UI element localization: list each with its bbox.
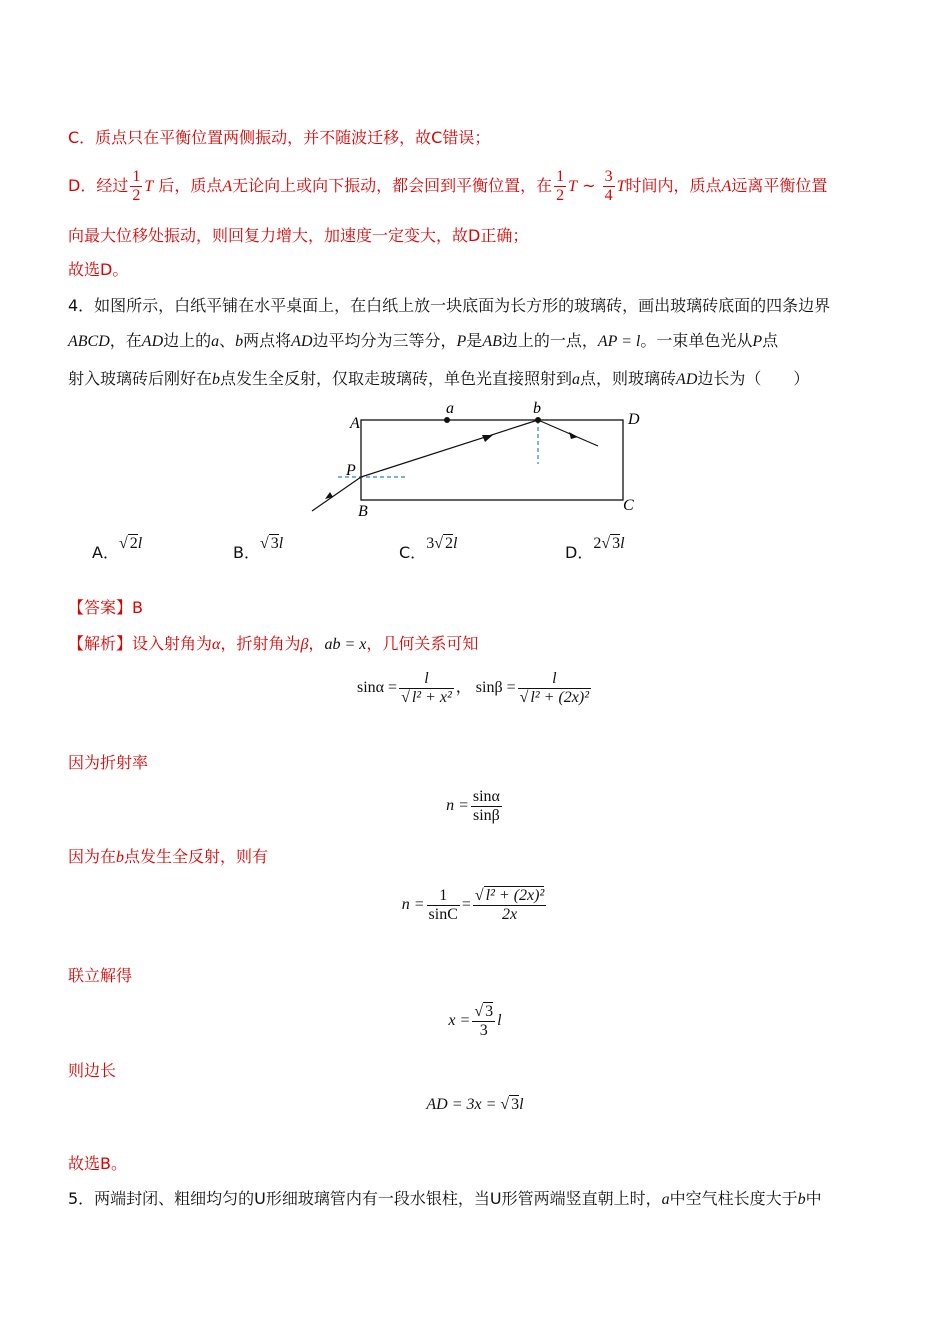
text: 射入玻璃砖后刚好在 <box>68 369 213 388</box>
fraction-half <box>130 168 142 205</box>
alpha-symbol: α <box>212 636 221 653</box>
point-a: a <box>572 371 581 388</box>
option-value: 2√ 3l <box>593 535 625 552</box>
option-d[interactable] <box>565 535 625 563</box>
side-ad: AD <box>141 333 164 350</box>
point-b: b <box>235 333 244 350</box>
label-d-corner: D <box>628 411 640 428</box>
q5-line1: 5．两端封闭、粗细均匀的U形细玻璃管内有一段水银柱，当U形管两端竖直朝上时，a中空气柱长度大于b中 <box>68 1189 822 1208</box>
text: ，在 <box>109 331 142 350</box>
denominator: 2 <box>556 187 565 204</box>
point-symbol: A <box>222 178 233 195</box>
answer-tag: 【答案】B <box>68 598 143 617</box>
point-a-dot <box>444 417 450 423</box>
text: 边上的一点， <box>501 331 598 350</box>
refraction-text: 因为折射率 <box>68 753 149 772</box>
period-symbol: T <box>568 178 578 195</box>
q4-line2 <box>68 330 778 353</box>
ab-equation: ab = x <box>324 636 367 653</box>
glass-brick-figure <box>300 398 650 523</box>
point-b: b <box>212 371 221 388</box>
denominator: 2 <box>132 187 141 204</box>
option-c-explanation: C．质点只在平衡位置两侧振动，并不随波迁移，故C错误； <box>68 128 491 147</box>
period-symbol: T <box>616 178 626 195</box>
option-label: B． <box>233 543 260 562</box>
option-b[interactable] <box>233 535 284 563</box>
text: 点 <box>762 331 779 350</box>
period-symbol: T <box>144 178 154 195</box>
text: 时间内，质点 <box>625 176 722 195</box>
arrow-head <box>569 432 578 439</box>
equation-ad: AD = 3x = √ 3l <box>426 1096 524 1113</box>
option-d-explanation-line2: 向最大位移处振动，则回复力增大，加速度一定变大，故D正确； <box>68 226 529 245</box>
label-point-p: P <box>346 462 356 479</box>
analysis-tag: 【解析】 <box>68 634 133 653</box>
point-p: P <box>456 333 467 350</box>
label-point-a: a <box>446 400 454 417</box>
text: 。一束单色光从 <box>640 331 753 350</box>
q4-line3 <box>68 368 809 391</box>
rect-name: ABCD <box>68 333 110 350</box>
option-c[interactable] <box>399 535 458 563</box>
analysis-intro <box>68 633 478 656</box>
text: ，几何关系可知 <box>366 634 479 653</box>
text: 远离平衡位置 <box>731 176 828 195</box>
text: D．经过 <box>68 176 129 195</box>
numerator: 1 <box>132 168 141 185</box>
beta-symbol: β <box>300 636 309 653</box>
label-b-corner: B <box>358 503 368 520</box>
point-symbol: A <box>721 178 732 195</box>
side-ad: AD <box>291 333 313 350</box>
side-ab: AB <box>482 333 502 350</box>
reflected-ray <box>538 420 598 446</box>
answer-select: 故选B。 <box>68 1154 127 1173</box>
label-a-corner: A <box>350 415 360 432</box>
text: 边平均分为三等分， <box>312 331 457 350</box>
denominator: 4 <box>604 187 613 204</box>
option-a[interactable] <box>92 535 143 563</box>
incident-ray <box>312 477 361 511</box>
text: 边上的 <box>163 331 212 350</box>
option-value: √ 2l <box>118 535 143 552</box>
text: 无论向上或向下振动，都会回到平衡位置，在 <box>232 176 553 195</box>
equation-n-critical: n = $\frac{1}{\sin C}$ = $\frac{\text{√ l² + (2x)²}}{2x}$ <box>401 886 545 923</box>
tilde: ~ <box>582 176 596 195</box>
text: 、 <box>219 331 236 350</box>
q4-line1: 4．如图所示，白纸平铺在水平桌面上，在白纸上放一块底面为长方形的玻璃砖，画出玻璃砖底面的四条边界 <box>68 296 831 315</box>
text: ， <box>308 634 325 653</box>
side-ad: AD <box>676 371 698 388</box>
ap-equation: AP = l <box>597 333 641 350</box>
text: 两点将 <box>243 331 292 350</box>
refracted-ray <box>361 420 538 477</box>
fraction-three-quarter <box>603 168 615 205</box>
option-label: A． <box>92 543 119 562</box>
text: 设入射角为 <box>132 634 213 653</box>
option-label: D． <box>565 543 594 562</box>
side-length-text: 则边长 <box>68 1061 117 1080</box>
equation-sin-alpha-beta: sinα = $\frac{l}{\text{√ l² + x²}}$ ， sinβ = $\frac{l}{\text{√ l² + (2x)²}}$ <box>356 669 590 706</box>
point-p: P <box>752 333 763 350</box>
option-value: 3√ 2l <box>426 535 458 552</box>
glass-brick-rect <box>361 420 623 500</box>
equation-n: n = $\frac{\sin\alpha}{\sin\beta}$ <box>446 787 500 824</box>
numerator: 3 <box>604 168 613 185</box>
text: 后，质点 <box>158 176 223 195</box>
fraction-half <box>554 168 566 205</box>
solve-text: 联立解得 <box>68 966 133 985</box>
tir-text: 因为在b点发生全反射，则有 <box>68 847 269 866</box>
equation-x: x = $\frac{√ 3}{3}$ l <box>448 1002 502 1039</box>
text: 点发生全反射，仅取走玻璃砖，单色光直接照射到 <box>220 369 573 388</box>
numerator: 1 <box>556 168 565 185</box>
option-value: √ 3l <box>259 535 284 552</box>
text: 点，则玻璃砖 <box>580 369 677 388</box>
point-a: a <box>211 333 220 350</box>
option-d-explanation <box>68 168 827 205</box>
text: 是 <box>466 331 483 350</box>
label-c-corner: C <box>623 497 634 514</box>
arrow-head <box>482 435 493 442</box>
label-point-b: b <box>533 400 541 417</box>
text: ，折射角为 <box>220 634 301 653</box>
option-label: C． <box>399 543 427 562</box>
prev-answer-select: 故选D。 <box>68 260 129 279</box>
point-b-dot <box>535 417 541 423</box>
text: 边长为（ ） <box>697 369 810 388</box>
